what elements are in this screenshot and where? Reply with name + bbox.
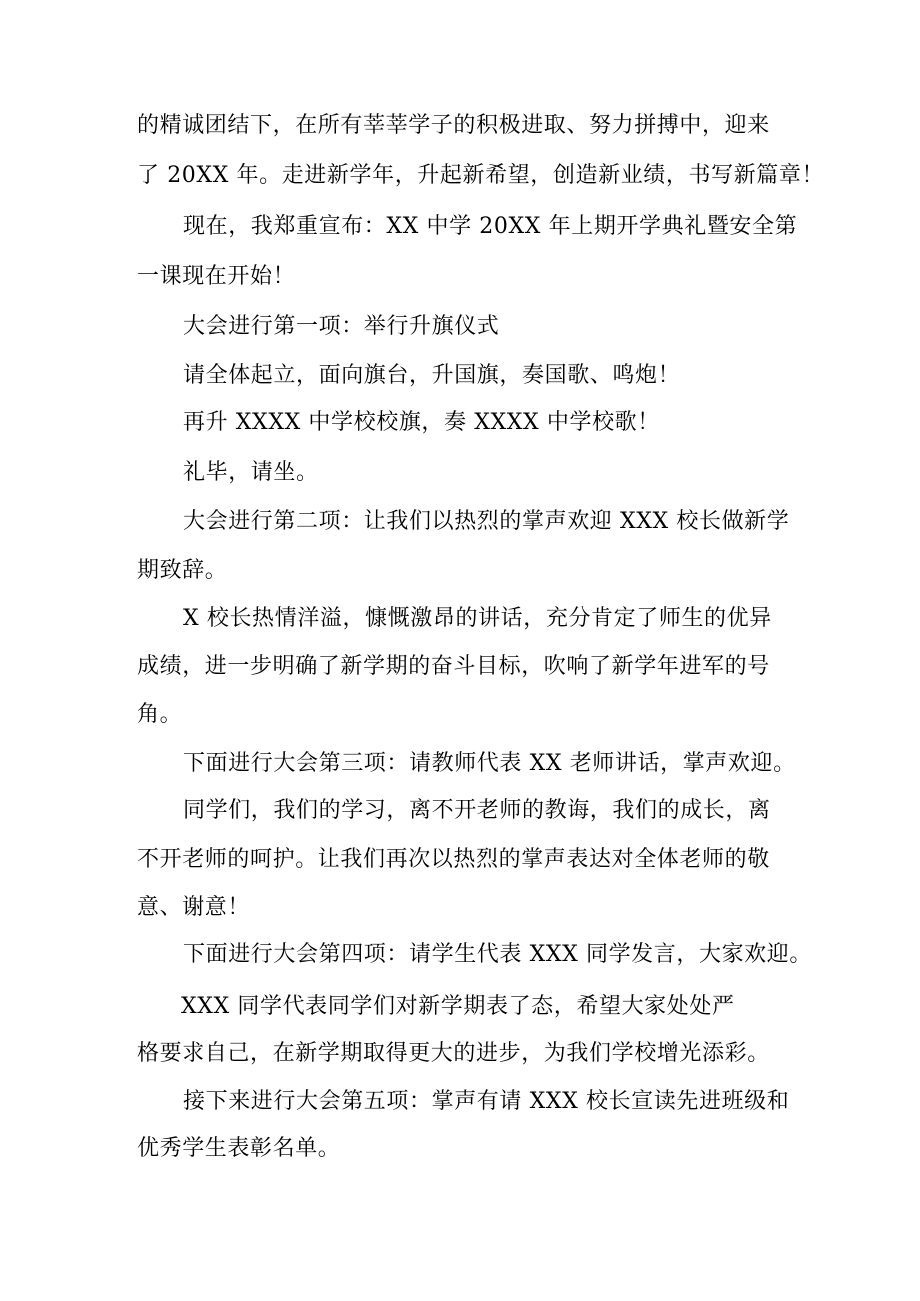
- paragraph-line: 优秀学生表彰名单。: [137, 1136, 341, 1161]
- paragraph-line: 下面进行大会第四项：请学生代表 XXX 同学发言，大家欢迎。: [183, 942, 812, 967]
- paragraph-line: XXX 同学代表同学们对新学期表了态，希望大家处处严: [181, 994, 735, 1019]
- paragraph-line: 现在，我郑重宣布：XX 中学 20XX 年上期开学典礼暨安全第: [183, 214, 798, 239]
- paragraph-line: 了 20XX 年。走进新学年，升起新希望，创造新业绩，书写新篇章！: [137, 163, 825, 188]
- paragraph-line: 请全体起立，面向旗台，升国旗，奏国歌、鸣炮！: [183, 363, 681, 388]
- paragraph-line: 下面进行大会第三项：请教师代表 XX 老师讲话，掌声欢迎。: [183, 751, 796, 776]
- paragraph-line: 的精诚团结下，在所有莘莘学子的积极进取、努力拼搏中，迎来: [137, 113, 770, 138]
- paragraph-line: 大会进行第二项：让我们以热烈的掌声欢迎 XXX 校长做新学: [183, 509, 790, 534]
- paragraph-line: X 校长热情洋溢，慷慨激昂的讲话，充分肯定了师生的优异: [183, 606, 772, 631]
- paragraph-line: 不开老师的呵护。让我们再次以热烈的掌声表达对全体老师的敬: [137, 847, 770, 872]
- paragraph-line: 一课现在开始！: [137, 264, 296, 289]
- paragraph-line: 再升 XXXX 中学校校旗，奏 XXXX 中学校歌！: [183, 410, 660, 435]
- paragraph-line: 角。: [137, 702, 183, 727]
- paragraph-line: 大会进行第一项：举行升旗仪式: [183, 314, 500, 339]
- paragraph-line: 格要求自己，在新学期取得更大的进步，为我们学校增光添彩。: [137, 1041, 770, 1066]
- paragraph-line: 同学们，我们的学习，离不开老师的教诲，我们的成长，离: [183, 798, 771, 823]
- paragraph-line: 意、谢意！: [137, 895, 251, 920]
- paragraph-line: 期致辞。: [137, 558, 228, 583]
- paragraph-line: 礼毕，请坐。: [183, 460, 319, 485]
- paragraph-line: 成绩，进一步明确了新学期的奋斗目标，吹响了新学年进军的号: [137, 654, 770, 679]
- paragraph-line: 接下来进行大会第五项：掌声有请 XXX 校长宣读先进班级和: [183, 1089, 790, 1114]
